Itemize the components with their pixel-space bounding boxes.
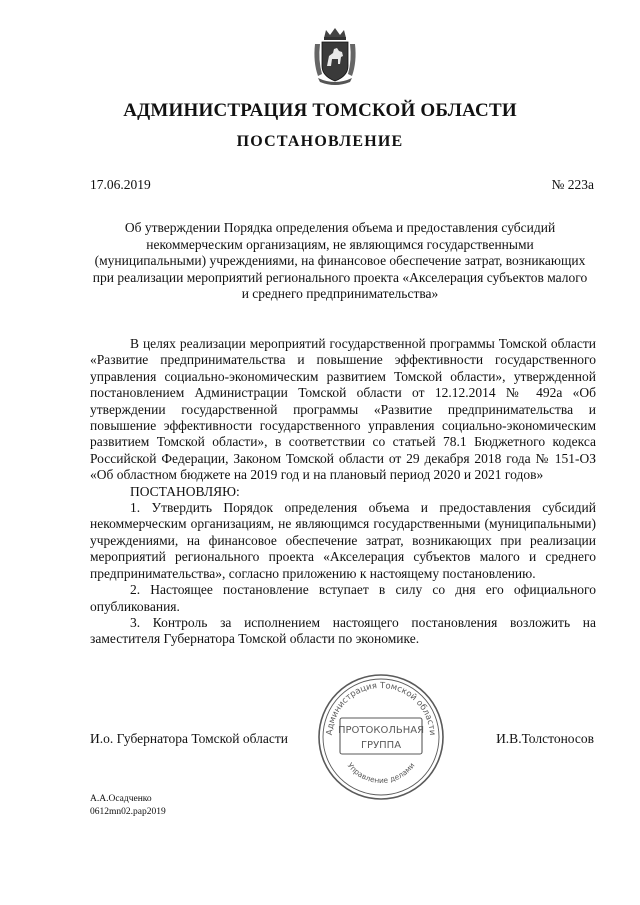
preamble-paragraph: В целях реализации мероприятий государственной программы Томской области «Развитие предпринимательства и повышение эффективности государственного управления социально-экономическим развитием Томской области», утвержденной постановлением Администрации Томской области от 12.12.2014 № 492а «Об утверждении государственной программы «Развитие предпринимательства и повышение эффективности государственного управления социально-экономическим развитием Томской области», в соответствии со статьей 78.1 Бюджетного кодекса Российской Федерации, Законом Томской области от 29 декабря 2018 года № 151-ОЗ «Об областном бюджете на 2019 год и на плановый период 2020 и 2021 годов» bbox=[90, 336, 596, 483]
svg-text:Управление делами bbox=[346, 761, 417, 785]
decree-item-3: 3. Контроль за исполнением настоящего постановления возложить на заместителя Губернатора Томской области по экономике. bbox=[90, 614, 596, 647]
document-body bbox=[90, 336, 596, 648]
stamp-outer-text: Администрация Томской области bbox=[324, 680, 438, 736]
document-number: № 223а bbox=[551, 177, 594, 192]
stamp-inner-line-2: ГРУППА bbox=[360, 740, 402, 751]
stamp-inner-line-1: ПРОТОКОЛЬНАЯ bbox=[337, 725, 425, 736]
official-stamp bbox=[316, 672, 446, 802]
document-subject: Об утверждении Порядка определения объема и предоставления субсидий некоммерческим организациям, не являющимся государственными (муниципальными) учреждениями, на финансовое обеспечение затрат, возникающих при реализации мероприятий регионального проекта «Акселерация субъектов малого и среднего предпринимательства» bbox=[92, 220, 588, 301]
document-type-heading: ПОСТАНОВЛЕНИЕ bbox=[236, 133, 404, 150]
coat-of-arms-emblem bbox=[312, 26, 358, 88]
signer-role: И.о. Губернатора Томской области bbox=[90, 731, 288, 746]
stamp-bottom-text: Управление делами bbox=[345, 760, 417, 786]
footer-file-code: 0612mn02.pap2019 bbox=[90, 807, 166, 817]
decree-item-1: 1. Утвердить Порядок определения объема и предоставления субсидий некоммерческим организациям, не являющимся государственными (муниципальными) учреждениями, на финансовое обеспечение затрат, возникающих при реализации мероприятий регионального проекта «Акселерация субъектов малого и среднего предпринимательства», согласно приложению к настоящему постановлению. bbox=[90, 500, 596, 581]
decree-word: ПОСТАНОВЛЯЮ: bbox=[130, 483, 240, 499]
footer-author: А.А.Осадченко bbox=[90, 794, 152, 804]
decree-item-2: 2. Настоящее постановление вступает в силу со дня его официального опубликования. bbox=[90, 582, 596, 614]
document-date: 17.06.2019 bbox=[90, 177, 151, 192]
signer-name: И.В.Толстоносов bbox=[496, 731, 594, 746]
organization-title: АДМИНИСТРАЦИЯ ТОМСКОЙ ОБЛАСТИ bbox=[123, 100, 517, 121]
